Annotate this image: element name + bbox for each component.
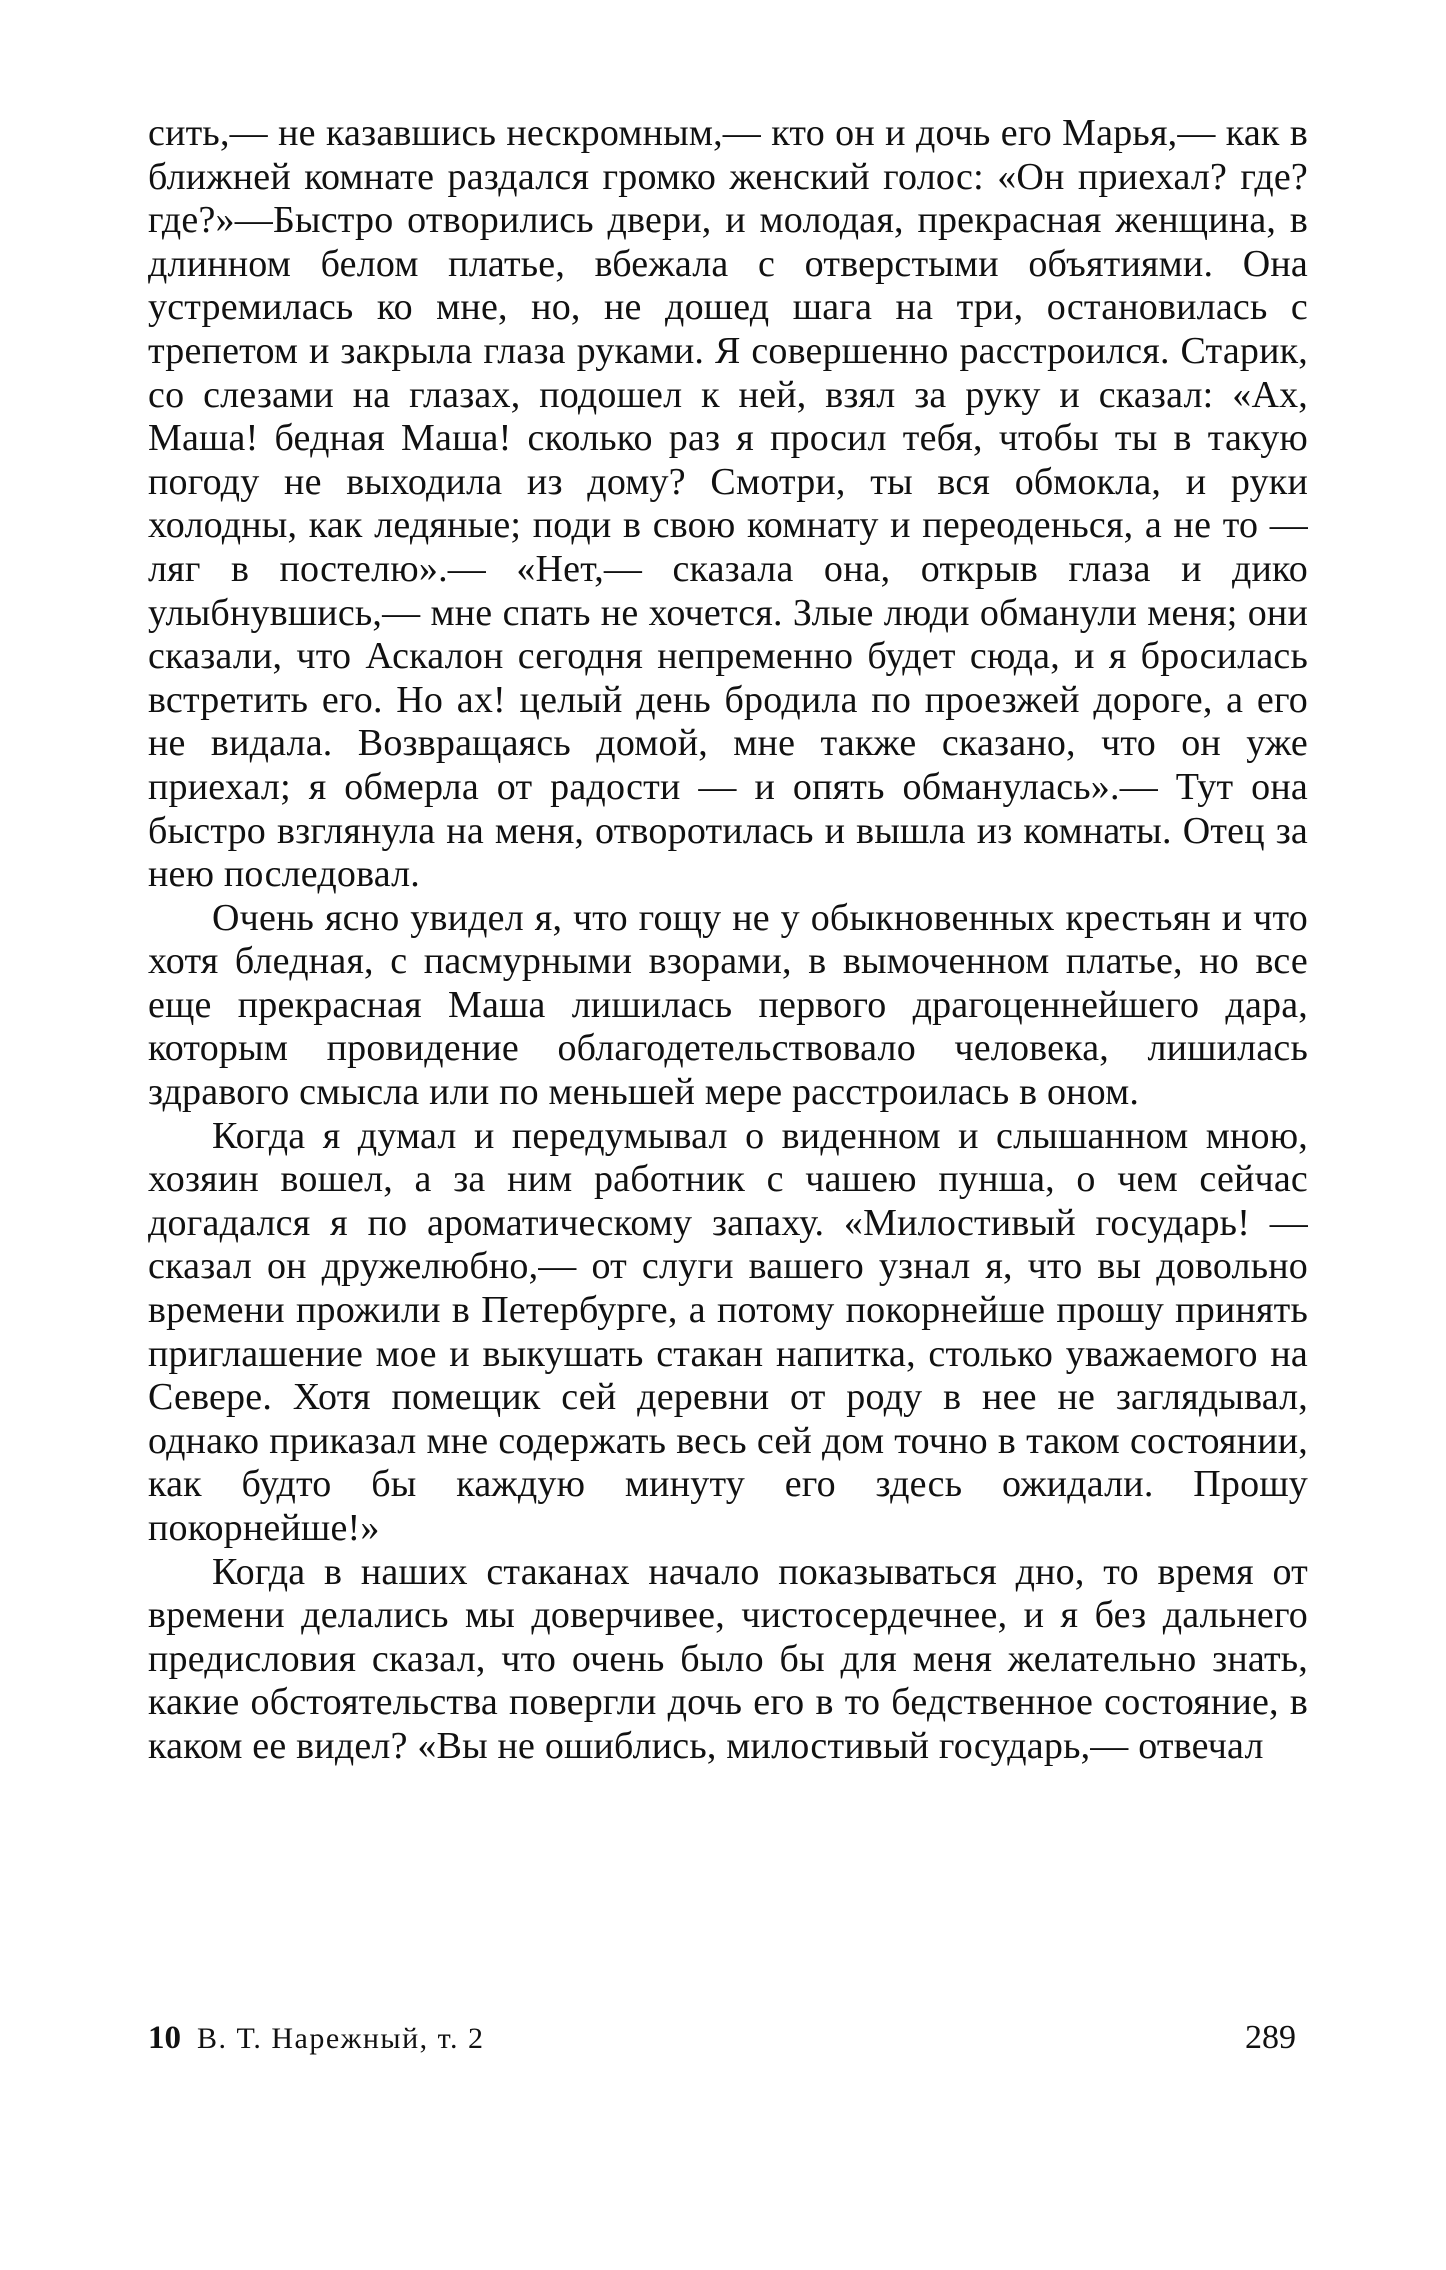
signature-number: 10	[148, 2020, 181, 2056]
paragraph-4: Когда в наших стаканах начало показываться дно, то время от времени делались мы доверчивее, чистосердечнее, и я без дальнего предисловия сказал, что очень было бы для меня желательно знать, какие обстоятельства повергли дочь его в то бедственное состояние, в каком ее видел? «Вы не ошиблись, милостивый государь,— отвечал	[148, 1550, 1308, 1767]
paragraph-1: сить,— не казавшись нескромным,— кто он и дочь его Марья,— как в ближней комнате раздался громко женский голос: «Он приехал? где? где?»—Быстро отворились двери, и молодая, прекрасная женщина, в длинном белом платье, вбежала с отверстыми объятиями. Она устремилась ко мне, но, не дошед шага на три, остановилась с трепетом и закрыла глаза руками. Я совершенно расстроился. Старик, со слезами на глазах, подошел к ней, взял за руку и сказал: «Ах, Маша! бедная Маша! сколько раз я просил тебя, чтобы ты в такую погоду не выходила из дому? Смотри, ты вся обмокла, и руки холодны, как ледяные; поди в свою комнату и переоденься, а не то — ляг в постелю».— «Нет,— сказала она, открыв глаза и дико улыбнувшись,— мне спать не хочется. Злые люди обманули меня; они сказали, что Аскалон сегодня непременно будет сюда, и я бросилась встретить его. Но ах! целый день бродила по проезжей дороге, а его не видала. Возвращаясь домой, мне также сказано, что он уже приехал; я обмерла от радости — и опять обманулась».— Тут она быстро взглянула на меня, отворотилась и вышла из комнаты. Отец за нею последовал.	[148, 112, 1308, 896]
page-footer	[148, 2018, 1308, 2058]
signature-mark	[148, 2018, 484, 2059]
paragraph-3: Когда я думал и передумывал о виденном и слышанном мною, хозяин вошел, а за ним работник с чашею пунша, о чем сейчас догадался я по ароматическому запаху. «Милостивый государь! — сказал он дружелюбно,— от слуги вашего узнал я, что вы довольно времени прожили в Петербурге, а потому покорнейше прошу принять приглашение мое и выкушать стакан напитка, столько уважаемого на Севере. Хотя помещик сей деревни от роду в нее не заглядывал, однако приказал мне содержать весь сей дом точно в таком состоянии, как будто бы каждую минуту его здесь ожидали. Прошу покорнейше!»	[148, 1114, 1308, 1549]
body-text	[148, 112, 1308, 1769]
signature-text: В. Т. Нарежный, т. 2	[197, 2022, 485, 2055]
page-number: 289	[1245, 2019, 1296, 2056]
paragraph-2: Очень ясно увидел я, что гощу не у обыкновенных крестьян и что хотя бледная, с пасмурными взорами, в вымоченном платье, но все еще прекрасная Маша лишилась первого драгоценнейшего дара, которым провидение облагодетельствовало человека, лишилась здравого смысла или по меньшей мере расстроилась в оном.	[148, 896, 1308, 1114]
